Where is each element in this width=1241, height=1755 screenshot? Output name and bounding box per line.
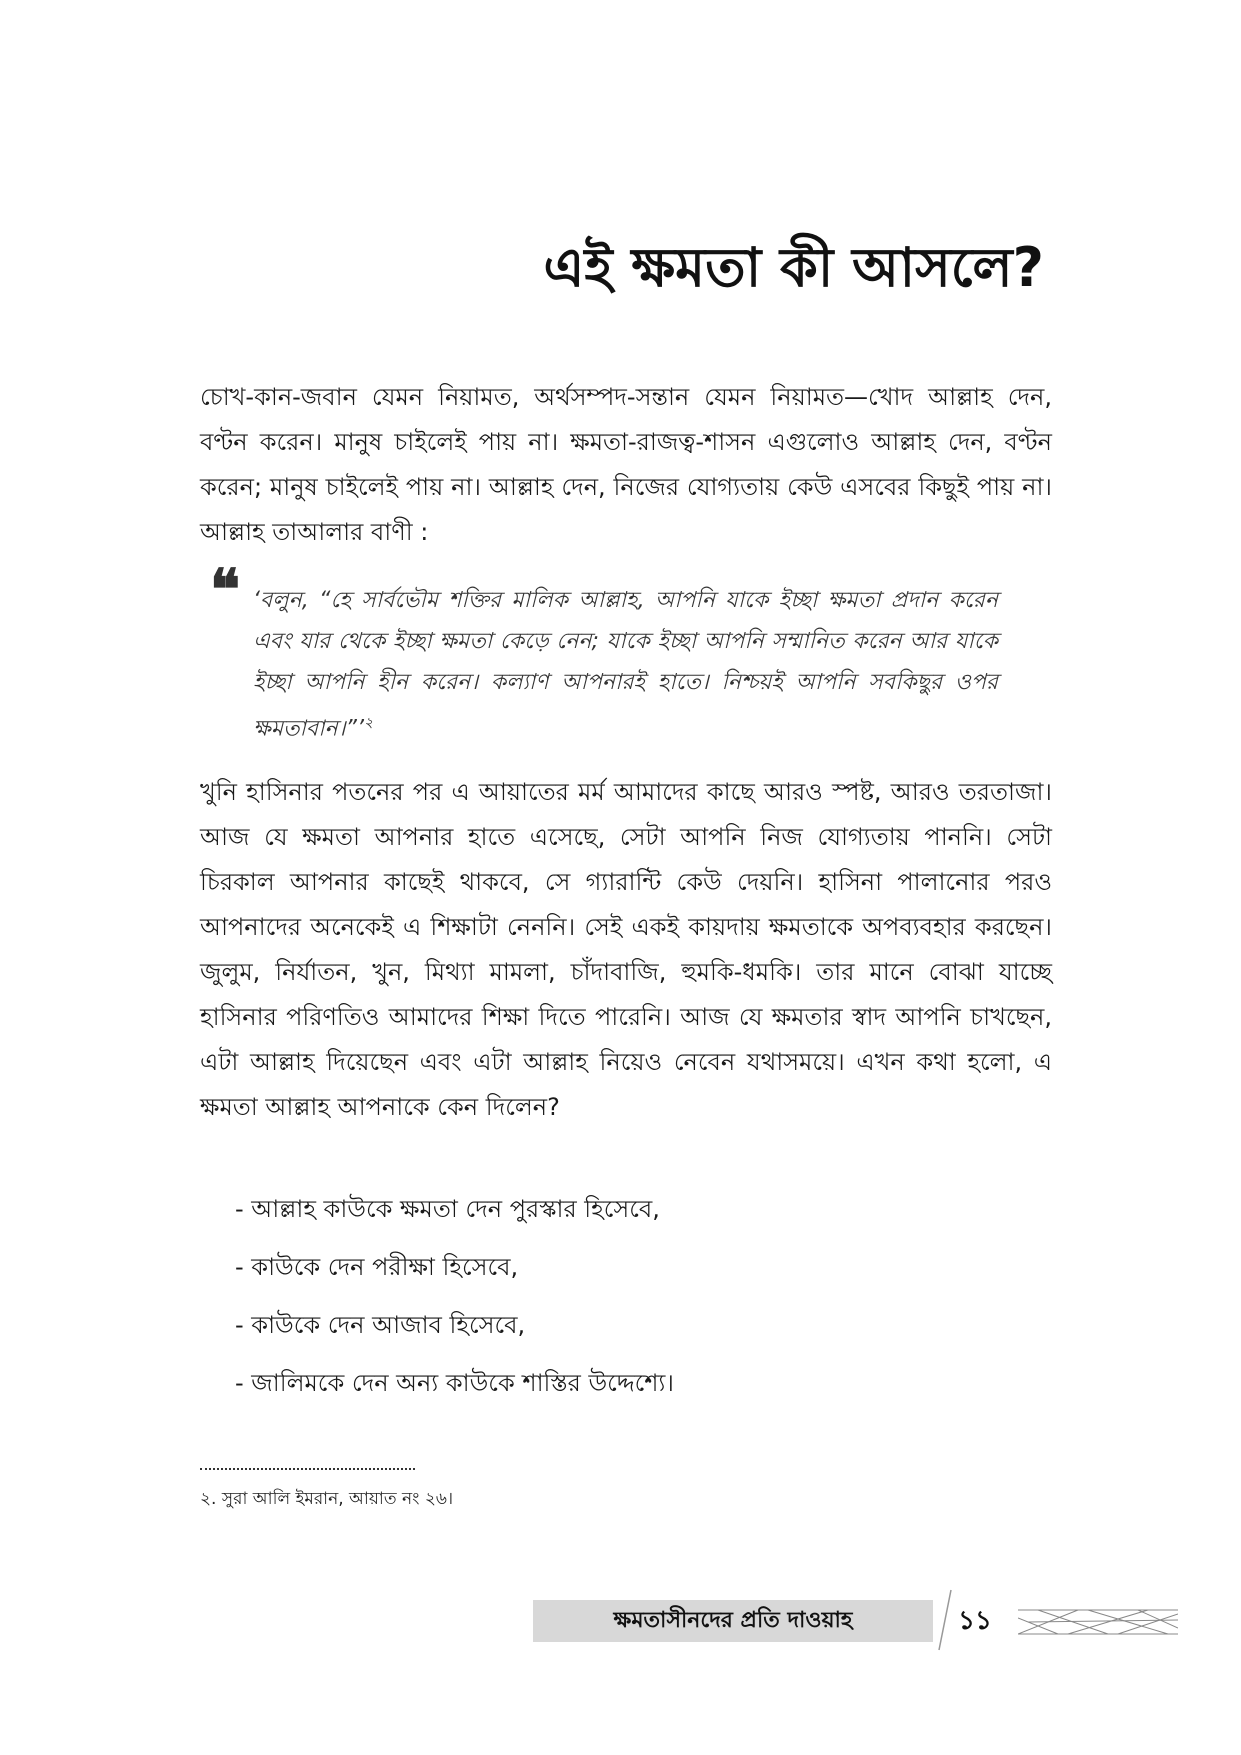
list-item: - কাউকে দেন পরীক্ষা হিসেবে, (235, 1253, 519, 1281)
body-paragraph-1: চোখ-কান-জবান যেমন নিয়ামত, অর্থসম্পদ-সন্তান যেমন নিয়ামত—খোদ আল্লাহ দেন, বণ্টন করেন। মানুষ চাইলেই পায় না। ক্ষমতা-রাজত্ব-শাসন এগুলোও আল্লাহ দেন, বণ্টন করেন; মানুষ চাইলেই পায় না। আল্লাহ দেন, নিজের যোগ্যতায় কেউ এসবের কিছুই পায় না। আল্লাহ তাআলার বাণী : (200, 383, 1052, 546)
list-item: - জালিমকে দেন অন্য কাউকে শাস্তির উদ্দেশ্যে। (235, 1369, 674, 1397)
verse-quote (253, 580, 998, 749)
body-paragraph-2: খুনি হাসিনার পতনের পর এ আয়াতের মর্ম আমাদের কাছে আরও স্পষ্ট, আরও তরতাজা। আজ যে ক্ষমতা আপনার হাতে এসেছে, সেটা আপনি নিজ যোগ্যতায় পাননি। সেটা চিরকাল আপনার কাছেই থাকবে, সে গ্যারান্টি কেউ দেয়নি। হাসিনা পালানোর পরও আপনাদের অনেকেই এ শিক্ষাটা নেননি। সেই একই কায়দায় ক্ষমতাকে অপব্যবহার করছেন। জুলুম, নির্যাতন, খুন, মিথ্যা মামলা, চাঁদাবাজি, হুমকি-ধমকি। তার মানে বোঝা যাচ্ছে হাসিনার পরিণতিও আমাদের শিক্ষা দিতে পারেনি। আজ যে ক্ষমতার স্বাদ আপনি চাখছেন, এটা আল্লাহ দিয়েছেন এবং এটা আল্লাহ নিয়েও নেবেন যথাসময়ে। এখন কথা হলো, এ ক্ষমতা আল্লাহ আপনাকে কেন দিলেন? (200, 778, 1052, 1121)
page-number: ১১ (958, 1606, 992, 1636)
list-item: - কাউকে দেন আজাব হিসেবে, (235, 1311, 526, 1339)
list-item: - আল্লাহ কাউকে ক্ষমতা দেন পুরস্কার হিসেবে, (235, 1195, 660, 1223)
footnote-reference[interactable]: ২ (363, 715, 374, 731)
chapter-title: এই ক্ষমতা কী আসলে? (543, 236, 1044, 299)
footnote: ২. সুরা আলি ইমরান, আয়াত নং ২৬। (200, 1489, 454, 1509)
running-footer-title: ক্ষমতাসীনদের প্রতি দাওয়াহ (613, 1608, 853, 1633)
quote-mark-icon: ❝ (210, 557, 241, 623)
verse-quote-text: ‘বলুন, “হে সার্বভৌম শক্তির মালিক আল্লাহ, আপনি যাকে ইচ্ছা ক্ষমতা প্রদান করেন এবং যার থেকে ইচ্ছা ক্ষমতা কেড়ে নেন; যাকে ইচ্ছা আপনি সম্মানিত করেন আর যাকে ইচ্ছা আপনি হীন করেন। কল্যাণ আপনারই হাতে। নিশ্চয়ই আপনি সবকিছুর ওপর ক্ষমতাবান।”’ (253, 588, 998, 742)
footnote-divider (200, 1468, 415, 1470)
footer-decoration-icon (1018, 1604, 1178, 1640)
reasons-list (235, 1180, 1035, 1412)
